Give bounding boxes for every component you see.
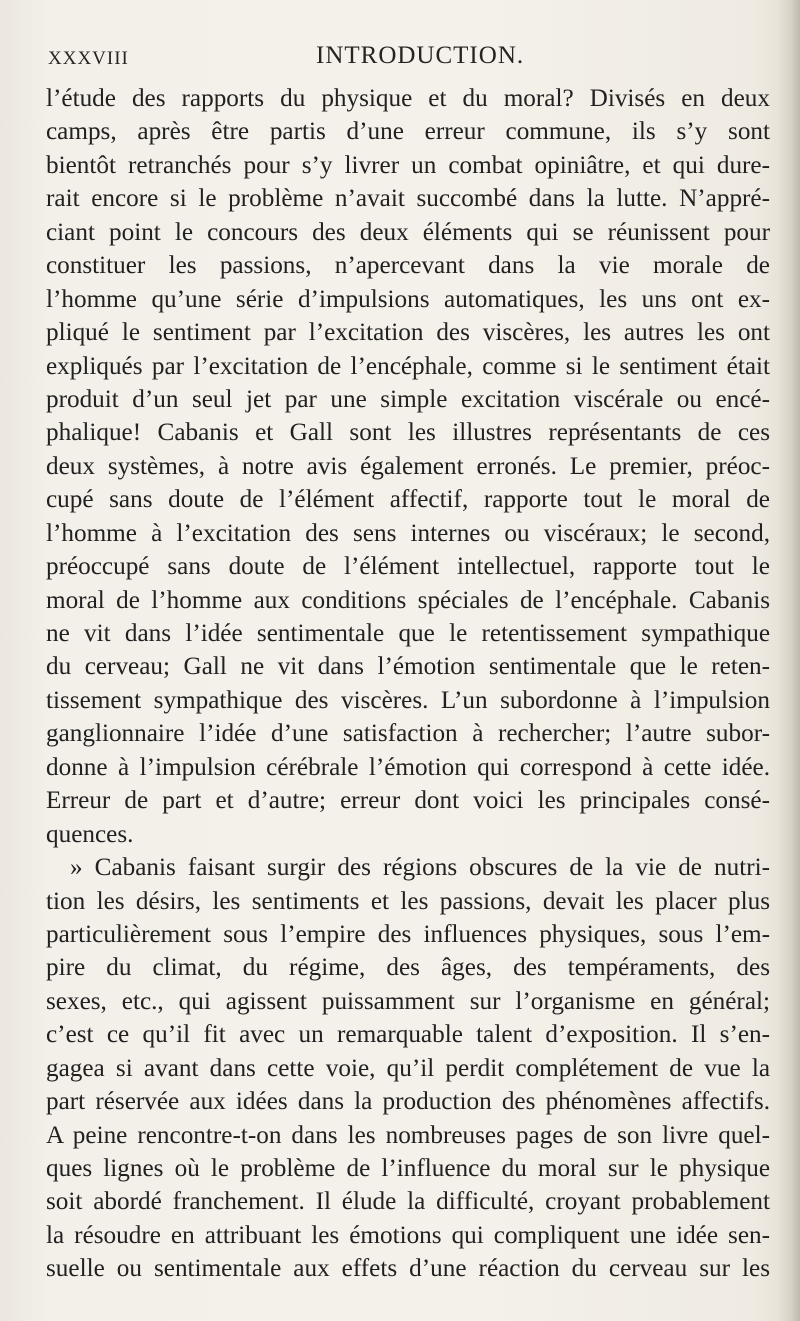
text-line: donne à l’impulsion cérébrale l’émotion qui correspond à cette idée.	[46, 753, 770, 781]
text-line: expliqués par l’excitation de l’encéphale, comme si le sentiment était	[46, 352, 770, 380]
text-line: phalique! Cabanis et Gall sont les illustres représentants de ces	[46, 419, 770, 447]
text-line: gagea si avant dans cette voie, qu’il perdit complétement de vue la	[46, 1054, 770, 1082]
text-line: particulièrement sous l’empire des influences physiques, sous l’em-	[46, 920, 770, 948]
text-line: c’est ce qu’il fit avec un remarquable talent d’exposition. Il s’en-	[46, 1021, 770, 1049]
text-line: l’homme qu’une série d’impulsions automatiques, les uns ont ex-	[46, 285, 770, 313]
running-head	[48, 40, 768, 80]
text-line: ganglionnaire l’idée d’une satisfaction à rechercher; l’autre subor-	[46, 720, 770, 748]
text-line: ne vit dans l’idée sentimentale que le retentissement sympathique	[46, 620, 770, 647]
text-line: rait encore si le problème n’avait succombé dans la lutte. N’appré-	[46, 185, 770, 213]
text-line: l’homme à l’excitation des sens internes ou viscéraux; le second,	[46, 519, 770, 547]
text-line: tion les désirs, les sentiments et les passions, devait les placer plus	[46, 887, 770, 915]
body-text	[46, 82, 770, 1286]
text-line: bientôt retranchés pour s’y livrer un combat opiniâtre, et qui dure-	[46, 151, 770, 179]
text-line: du cerveau; Gall ne vit dans l’émotion sentimentale que le reten-	[46, 653, 770, 681]
text-line: préoccupé sans doute de l’élément intellectuel, rapporte tout le	[46, 553, 770, 581]
text-line: pliqué le sentiment par l’excitation des viscères, les autres les ont	[46, 319, 770, 347]
page-edge-shadow	[778, 0, 800, 1321]
text-line: quences.	[46, 820, 134, 848]
text-line: pire du climat, du régime, des âges, des tempéraments, des	[46, 954, 770, 982]
text-line: l’étude des rapports du physique et du moral? Divisés en deux	[46, 85, 770, 112]
page-number: XXXVIII	[48, 48, 129, 69]
text-line: ciant point le concours des deux éléments qui se réunissent pour	[46, 218, 770, 246]
text-line: suelle ou sentimentale aux effets d’une réaction du cerveau sur les	[46, 1255, 770, 1283]
text-line: » Cabanis faisant surgir des régions obscures de la vie de nutri-	[70, 854, 770, 882]
running-title: INTRODUCTION.	[316, 42, 525, 69]
text-line: constituer les passions, n’apercevant dans la vie morale de	[46, 252, 770, 280]
text-line: camps, après être partis d’une erreur commune, ils s’y sont	[46, 118, 770, 146]
text-line: tissement sympathique des viscères. L’un subordonne à l’impulsion	[46, 686, 770, 714]
text-line: ques lignes où le problème de l’influence du moral sur le physique	[46, 1155, 770, 1182]
text-line: deux systèmes, à notre avis également erronés. Le premier, préoc-	[46, 452, 770, 480]
text-line: cupé sans doute de l’élément affectif, rapporte tout le moral de	[46, 486, 770, 514]
text-line: moral de l’homme aux conditions spéciales de l’encéphale. Cabanis	[46, 586, 770, 614]
text-line: la résoudre en attribuant les émotions qui compliquent une idée sen-	[46, 1221, 770, 1249]
text-line: sexes, etc., qui agissent puissamment sur l’organisme en général;	[46, 987, 770, 1015]
text-line: A peine rencontre-t-on dans les nombreuses pages de son livre quel-	[46, 1121, 770, 1149]
text-line: produit d’un seul jet par une simple excitation viscérale ou encé-	[46, 385, 770, 413]
text-line: soit abordé franchement. Il élude la difficulté, croyant probablement	[46, 1188, 770, 1216]
text-line: part réservée aux idées dans la production des phénomènes affectifs.	[46, 1088, 770, 1116]
text-line: Erreur de part et d’autre; erreur dont voici les principales consé-	[46, 787, 770, 815]
